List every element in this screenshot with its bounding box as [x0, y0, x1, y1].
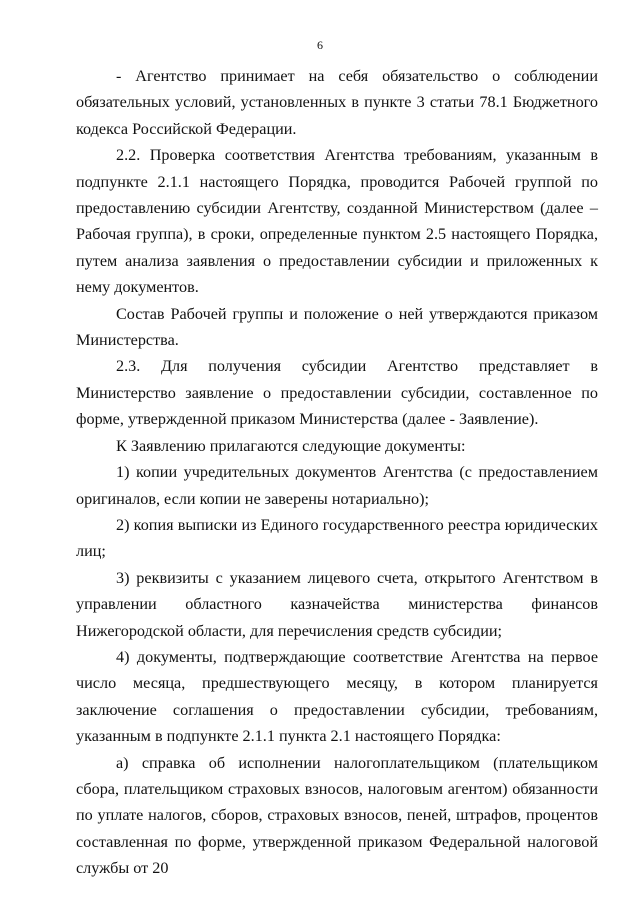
list-item-1: 1) копии учредительных документов Агентства (с предоставлением оригиналов, если копии не заверены нотариально); — [76, 463, 598, 508]
paragraph-2-2: 2.2. Проверка соответствия Агентства требованиям, указанным в подпункте 2.1.1 настоящего Порядка, проводится Рабочей группой по предоставлению субсидии Агентству, созданной Министерством (далее – Рабочая группа), в сроки, определенные пунктом 2.5 настоящего Порядка, путем анализа заявления о предоставлении субсидии и приложенных к нему документов. — [76, 146, 598, 297]
paragraph-attachments-intro: К Заявлению прилагаются следующие документы: — [116, 436, 466, 455]
document-body — [76, 63, 598, 882]
list-item-a: а) справка об исполнении налогоплательщиком (плательщиком сбора, плательщиком страховых взносов, налоговым агентом) обязанности по уплате налогов, сборов, страховых взносов, пеней, штрафов, процентов составленная по форме, утвержденной приказом Федеральной налоговой службы от 20 — [76, 753, 598, 878]
paragraph-obligation: - Агентство принимает на себя обязательство о соблюдении обязательных условий, установленных в пункте 3 статьи 78.1 Бюджетного кодекса Российской Федерации. — [76, 67, 598, 138]
list-item-3: 3) реквизиты с указанием лицевого счета, открытого Агентством в управлении областного казначейства министерства финансов Нижегородской области, для перечисления средств субсидии; — [76, 568, 598, 640]
page-number: 6 — [317, 38, 323, 52]
list-item-4: 4) документы, подтверждающие соответствие Агентства на первое число месяца, предшествующего месяцу, в котором планируется заключение соглашения о предоставлении субсидии, требованиям, указанным в подпункте 2.1.1 пункта 2.1 настоящего Порядка: — [76, 647, 598, 746]
paragraph-2-3: 2.3. Для получения субсидии Агентство представляет в Министерство заявление о предоставлении субсидии, составленное по форме, утвержденной приказом Министерства (далее - Заявление). — [76, 357, 598, 429]
paragraph-working-group: Состав Рабочей группы и положение о ней утверждаются приказом Министерства. — [76, 304, 598, 350]
list-item-2: 2) копия выписки из Единого государственного реестра юридических лиц; — [76, 515, 598, 561]
